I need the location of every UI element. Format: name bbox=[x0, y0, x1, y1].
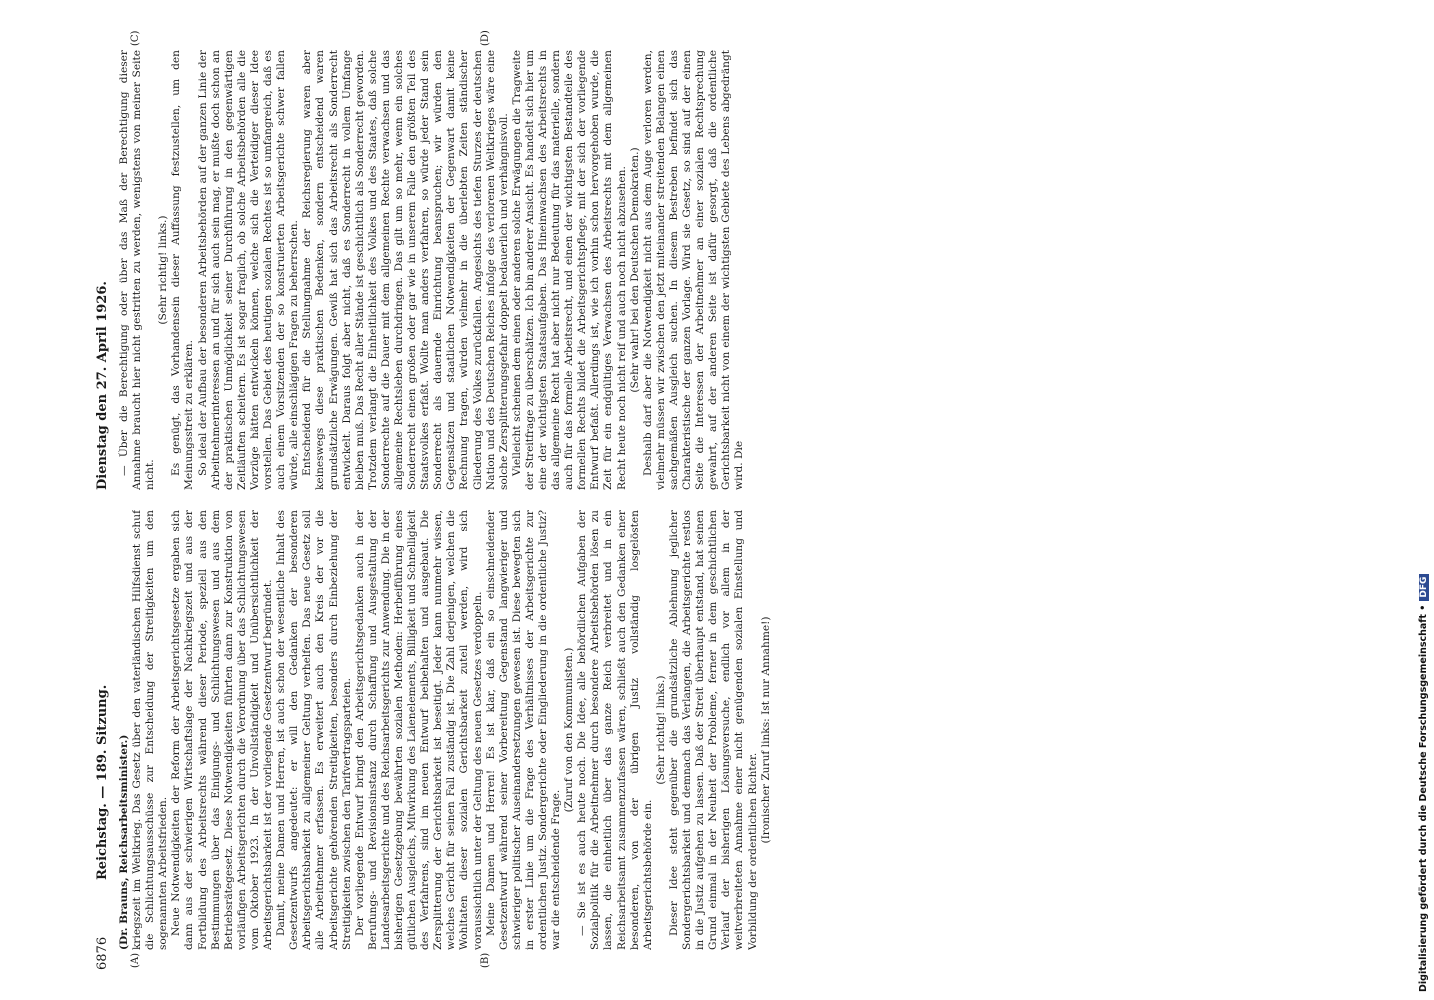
side-note-text: Digitalisierung gefördert durch die Deutsche Forschungsgemeinschaft • bbox=[1418, 604, 1429, 992]
interjection: (Sehr wahr! bei den Deutschen Demokraten.) bbox=[628, 147, 641, 393]
paragraph: Es genügt, das Vorhandensein dieser Auffassung festzustellen, um den Meinungsstreit zu erklären. bbox=[170, 50, 196, 490]
page-header bbox=[90, 30, 114, 970]
speaker-line: (Dr. Brauns, Reichsarbeitsminister.) bbox=[118, 734, 130, 950]
interjection: (Ironischer Zuruf links: Ist nur Annahme!) bbox=[759, 616, 772, 844]
paragraph: Entscheidend für die Stellungnahme der Reichsregierung waren aber keineswegs diese praktischen Bedenken, sondern entscheidend waren grundsätzliche Erwägungen. Gewiß hat sich das Arbeitsrecht als Sonderrecht entwickelt. Daraus folgt aber nicht, daß es Sonderrecht in vollem Umfange bleiben muß. Das Recht aller Stände ist geschichtlich als Sonderrecht geworden. Trotzdem verlangt die Einheitlichkeit des Volkes und des Staates, daß solche Sonderrechte auf die Dauer mit dem allgemeinen Rechte verwachsen und das allgemeine Rechtsleben durchdringen. Das gilt um so mehr, wenn ein solches Sonderrecht einen großen oder gar wie in unserem Falle den größten Teil des Staatsvolkes erfaßt. Wollte man anders verfahren, so würde jeder Stand sein Sonderrecht als dauernde Einrichtung beanspruchen; wir würden den Gegensätzen und staatlichen Notwendigkeiten der Gegenwart damit keine Rechnung tragen, würden vielmehr in die überlebten Zeiten ständischer Gliederung des Volkes zurückfallen. Angesichts des tiefen Sturzes der deutschen Nation und des Deutschen Reiches infolge des verlorenen Weltkrieges wäre eine solche Zersplitterungsgefahr doppelt bedauerlich und verhängnisvoll. bbox=[301, 50, 510, 490]
paragraph: Neue Notwendigkeiten der Reform der Arbeitsgerichtsgesetze ergaben sich dann aus der schwierigen Wirtschaftslage der Nachkriegszeit und aus der Fortbildung des Arbeitsrechts während dieser Periode, speziell aus den Bestimmungen über das Einigungs- und Schlichtungswesen und aus dem Betriebsrätegesetz. Diese Notwendigkeiten führten dann zur Konstruktion von vorläufigen Arbeitsgerichten durch die Verordnung über das Schlichtungswesen vom Oktober 1923. In der Unvollständigkeit und Unübersichtlichkeit der Arbeitsgerichtsbarkeit ist der vorliegende Gesetzentwurf begründet. bbox=[170, 510, 275, 950]
header-right-title: Dienstag den 27. April 1926. bbox=[94, 281, 110, 490]
dfg-logo: DFG bbox=[1419, 574, 1429, 601]
rotated-page bbox=[90, 30, 790, 970]
left-column bbox=[118, 510, 788, 950]
paragraph: Damit, meine Damen und Herren, ist auch schon der wesentliche Inhalt des Gesetzentwurfs angedeutet: er will den Gedanken der besonderen Arbeitsgerichtsbarkeit zu allgemeiner Geltung verhelfen. Das neue Gesetz soll alle Arbeitnehmer erfassen. Es erweitert auch den Kreis der vor die Arbeitsgerichte gehörenden Streitigkeiten, besonders durch Einbeziehung der Streitigkeiten zwischen den Tarifvertragsparteien. bbox=[275, 510, 353, 950]
paragraph: So ideal der Aufbau der besonderen Arbeitsbehörden auf der ganzen Linie der Arbeitnehmerinteressen an und für sich auch sein mag, er mußte doch schon an der praktischen Unmöglichkeit seiner Durchführung in den gegenwärtigen Zeitläuften scheitern. Es ist sogar fraglich, ob solche Arbeitsbehörden alle die Vorzüge hätten entwickeln können, welche sich die Verteidiger dieser Idee vorstellen. Das Gebiet des heutigen sozialen Rechtes ist so umfangreich, daß es auch einem Vorsitzenden der so konstruierten Arbeitsgerichte schwer fallen würde, alle einschlägigen Fragen zu beherrschen. bbox=[196, 50, 301, 490]
page-number: 6876 bbox=[94, 936, 110, 970]
paragraph: — Über die Berechtigung oder über das Maß der Berechtigung dieser Annahme braucht hier nicht gestritten zu werden, wenigstens von meiner Seite nicht. bbox=[118, 50, 157, 490]
paragraph: — Sie ist es auch heute noch. Die Idee, alle behördlichen Aufgaben der Sozialpolitik für die Arbeitnehmer durch besondere Arbeitsbehörden lösen zu lassen, die einheitlich über das ganze Reich verbreitet und in ein Reichsarbeitsamt zusammenzufassen wären, schließt auch den Gedanken einer besonderen, von der übrigen Justiz vollständig losgelösten Arbeitsgerichtsbehörde ein. bbox=[576, 510, 654, 950]
paragraph: kriegszeit im Weltkrieg. Das Gesetz über den vaterländischen Hilfsdienst schuf die Schlichtungsausschüsse zur Entscheidung der Streitigkeiten um den sogenannten Arbeitsfrieden. bbox=[131, 510, 170, 950]
paragraph: Deshalb darf aber die Notwendigkeit nicht aus dem Auge verloren werden, vielmehr müssen wir zwischen den jetzt miteinander streitenden Belangen einen sachgemäßen Ausgleich suchen. In diesem Bestreben befindet sich das Charakteristische der ganzen Vorlage. Wird sie Gesetz, so sind auf der einen Seite die Interessen der Arbeitnehmer an einer sozialen Rechtsprechung gewahrt, auf der anderen Seite ist dafür gesorgt, daß die ordentliche Gerichtsbarkeit nicht von einem der wichtigsten Gebiete des Lebens abgedrängt wird. Die bbox=[641, 50, 746, 490]
interjection: (Sehr richtig! links.) bbox=[654, 675, 667, 785]
interjection: (Zuruf von den Kommunisten.) bbox=[563, 647, 576, 813]
paragraph: Dieser Idee steht gegenüber die grundsätzliche Ablehnung jeglicher Sondergerichtsbarkeit und demnach das Verlangen, die Arbeitsgerichte restlos in die Justiz aufgehen zu lassen. Daß der Streit überhaupt entstand, hat seinen Grund einmal in der Neuheit der Probleme, ferner in dem geschichtlichen Verlauf der bisherigen Lösungsversuche, endlich vor allem in der weitverbreiteten Annahme einer nicht genügenden sozialen Einstellung und Vorbildung der ordentlichen Richter. bbox=[667, 510, 759, 950]
margin-mark-a: (A) bbox=[130, 952, 141, 968]
paragraph: Der vorliegende Entwurf bringt den Arbeitsgerichtsgedanken auch in der Berufungs- und Revisionsinstanz durch Schaffung und Ausgestaltung der Landesarbeitsgerichte und des Reichsarbeitsgerichts zur Anwendung. Die in der bisherigen Gesetzgebung bewährten sozialen Methoden: Herbeiführung eines gütlichen Ausgleichs, Mitwirkung des Laienelements, Billigkeit und Schnelligkeit des Verfahrens, sind im neuen Entwurf beibehalten und ausgebaut. Die Zersplitterung der Gerichtsbarkeit ist beseitigt. Jeder kann nunmehr wissen, welches Gericht für seinen Fall zuständig ist. Die Zahl derjenigen, welchen die Wohltaten dieser sozialen Gerichtsbarkeit zuteil werden, wird sich voraussichtlich unter der Geltung des neuen Gesetzes verdoppeln. bbox=[353, 510, 484, 950]
margin-mark-c: (C) bbox=[130, 30, 141, 46]
margin-mark-d: (D) bbox=[480, 30, 491, 46]
right-column bbox=[118, 50, 788, 490]
margin-mark-b: (B) bbox=[480, 952, 491, 968]
interjection: (Sehr richtig! links.) bbox=[157, 215, 170, 325]
dfg-side-note bbox=[1418, 574, 1429, 992]
paragraph: Meine Damen und Herren! Es ist klar, daß ein so einschneidender Gesetzentwurf während seiner Vorbereitung Gegenstand langwieriger und schwieriger politischer Auseinandersetzungen gewesen ist. Diese bewegten sich in erster Linie um die Frage des Verhältnisses der Arbeitsgerichte zur ordentlichen Justiz. Sondergerichte oder Eingliederung in die ordentliche Justiz? war die entscheidende Frage. bbox=[484, 510, 563, 950]
header-left-title: Reichstag. — 189. Sitzung. bbox=[94, 684, 110, 880]
paragraph: Vielleicht scheinen dem einen oder anderen solche Erwägungen die Tragweite der Streitfrage zu überschätzen. Ich bin anderer Ansicht. Es handelt sich hier um eine der wichtigsten Staatsaufgaben. Das Hineinwachsen des Arbeitsrechts in das allgemeine Recht hat aber nicht nur Bedeutung für das materielle, sondern auch für das formelle Arbeitsrecht, und einen der wichtigsten Bestandteile des formellen Rechts bildet die Arbeitsgerichtspflege, mit der sich der vorliegende Entwurf befaßt. Allerdings ist, wie ich vorhin schon hervorgehoben wurde, die Zeit für ein endgültiges Verwachsen des Arbeitsrechts mit dem allgemeinen Recht heute noch nicht reif und auch noch nicht abzusehen. bbox=[510, 50, 628, 490]
